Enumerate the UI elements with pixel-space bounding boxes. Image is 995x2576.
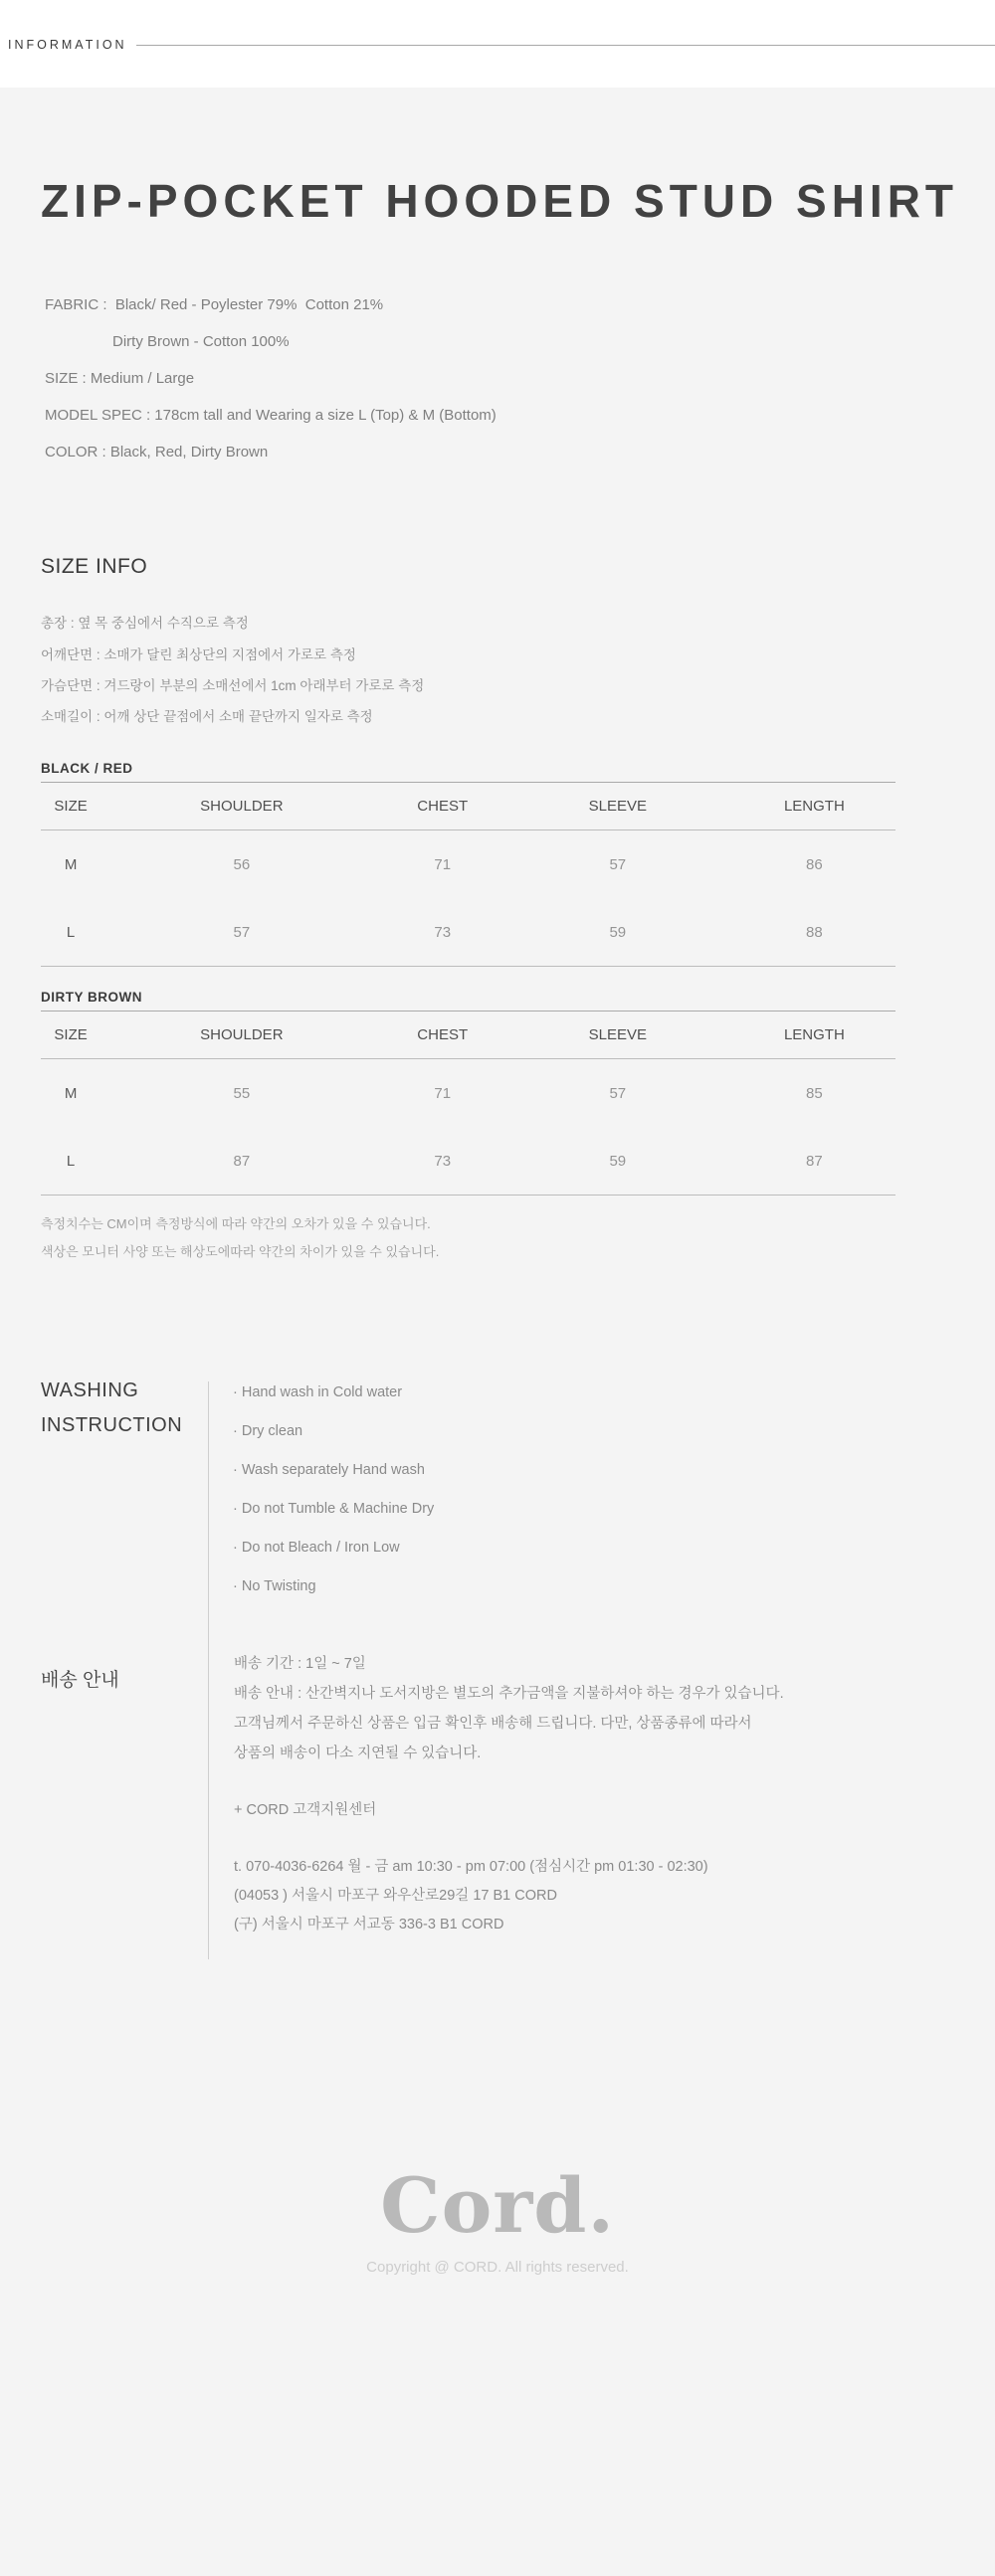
table-cell: 56	[233, 855, 251, 873]
size-table-black-red	[41, 760, 896, 967]
spec-size: SIZE : Medium / Large	[45, 370, 195, 387]
vertical-divider	[208, 1381, 209, 1959]
washing-instruction-heading	[41, 1374, 182, 1443]
color-note: 색상은 모니터 사양 또는 해상도에따라 약간의 차이가 있을 수 있습니다.	[41, 1244, 440, 1259]
table-cell: 71	[434, 855, 452, 873]
measure-guide-chest: 가슴단면 : 겨드랑이 부분의 소매선에서 1cm 아래부터 가로로 측정	[41, 678, 425, 693]
size-table-header-row	[41, 1012, 896, 1059]
table-cell: 87	[806, 1152, 823, 1170]
table-cell: 57	[609, 1084, 627, 1102]
column-header-chest: CHEST	[417, 1026, 469, 1043]
support-center-title: + CORD 고객지원센터	[234, 1802, 377, 1818]
table-cell: 85	[806, 1084, 823, 1102]
table-cell: 88	[806, 923, 823, 941]
table-cell: 71	[434, 1084, 452, 1102]
column-header-sleeve: SLEEVE	[588, 798, 647, 815]
measure-guide-length: 총장 : 옆 목 중심에서 수직으로 측정	[41, 616, 249, 631]
washing-item: · Dry clean	[233, 1423, 303, 1439]
spec-color: COLOR : Black, Red, Dirty Brown	[45, 444, 269, 460]
table-cell: 59	[609, 923, 627, 941]
column-header-shoulder: SHOULDER	[200, 1026, 284, 1043]
table-row-m	[41, 1059, 896, 1127]
size-table-label: DIRTY BROWN	[41, 989, 896, 1012]
shipping-line: 배송 기간 : 1일 ~ 7일	[234, 1656, 366, 1672]
information-section-label: INFORMATION	[8, 38, 127, 52]
washing-heading-line1: WASHING	[41, 1380, 139, 1401]
column-header-shoulder: SHOULDER	[200, 798, 284, 815]
column-header-length: LENGTH	[783, 1026, 845, 1043]
shipping-line: 배송 안내 : 산간벽지나 도서지방은 별도의 추가금액을 지불하셔야 하는 경우가 있습니다.	[234, 1686, 784, 1702]
size-info-heading: SIZE INFO	[41, 555, 148, 578]
washing-item: · No Twisting	[233, 1578, 316, 1594]
table-cell: 73	[434, 1152, 452, 1170]
table-cell: 86	[806, 855, 823, 873]
contact-address-old: (구) 서울시 마포구 서교동 336-3 B1 CORD	[234, 1917, 504, 1932]
washing-item: · Wash separately Hand wash	[233, 1462, 425, 1478]
size-table-header-row	[41, 783, 896, 830]
table-cell: L	[66, 923, 76, 941]
table-row-l	[41, 1127, 896, 1196]
table-cell: 87	[233, 1152, 251, 1170]
brand-logo: Cord.	[380, 2161, 615, 2250]
table-cell: M	[64, 1084, 78, 1102]
washing-items	[233, 1374, 434, 1606]
table-row-l	[41, 898, 896, 967]
washing-heading-line2: INSTRUCTION	[41, 1414, 183, 1436]
washing-item: · Do not Tumble & Machine Dry	[233, 1501, 435, 1517]
shipping-line: 상품의 배송이 다소 지연될 수 있습니다.	[234, 1746, 482, 1761]
table-cell: M	[64, 855, 78, 873]
washing-item: · Hand wash in Cold water	[233, 1384, 403, 1400]
table-cell: L	[66, 1152, 76, 1170]
copyright-text: Copyright @ CORD. All rights reserved.	[366, 2259, 629, 2276]
spec-fabric: FABRIC : Black/ Red - Poylester 79% Cotton 21%	[45, 296, 384, 313]
shipping-heading: 배송 안내	[41, 1670, 119, 1691]
column-header-length: LENGTH	[783, 798, 845, 815]
contact-address-new: (04053 ) 서울시 마포구 와우산로29길 17 B1 CORD	[234, 1888, 557, 1904]
size-table-dirty-brown	[41, 989, 896, 1196]
shipping-lines	[234, 1649, 784, 1768]
size-table-label: BLACK / RED	[41, 760, 896, 783]
table-cell: 57	[609, 855, 627, 873]
table-row-m	[41, 830, 896, 898]
table-cell: 55	[233, 1084, 251, 1102]
spec-fabric-2: Dirty Brown - Cotton 100%	[112, 333, 290, 350]
column-header-sleeve: SLEEVE	[588, 1026, 647, 1043]
column-header-size: SIZE	[54, 798, 88, 815]
information-divider-line	[136, 45, 995, 46]
contact-phone-hours: t. 070-4036-6264 월 - 금 am 10:30 - pm 07:00 (점심시간 pm 01:30 - 02:30)	[234, 1859, 708, 1875]
column-header-size: SIZE	[54, 1026, 88, 1043]
shipping-line: 고객님께서 주문하신 상품은 입금 확인후 배송해 드립니다. 다만, 상품종류에 따라서	[234, 1716, 752, 1732]
measure-guide-sleeve: 소매길이 : 어깨 상단 끝점에서 소매 끝단까지 일자로 측정	[41, 709, 373, 724]
table-cell: 73	[434, 923, 452, 941]
washing-item: · Do not Bleach / Iron Low	[233, 1540, 400, 1556]
spec-model: MODEL SPEC : 178cm tall and Wearing a size L (Top) & M (Bottom)	[45, 407, 497, 424]
product-title: ZIP-POCKET HOODED STUD SHIRT	[41, 175, 959, 227]
table-cell: 59	[609, 1152, 627, 1170]
column-header-chest: CHEST	[417, 798, 469, 815]
contact-lines	[234, 1853, 708, 1939]
measure-guide-shoulder: 어깨단면 : 소매가 달린 최상단의 지점에서 가로로 측정	[41, 647, 356, 662]
table-cell: 57	[233, 923, 251, 941]
measurement-note: 측정치수는 CM이며 측정방식에 따라 약간의 오차가 있을 수 있습니다.	[41, 1216, 431, 1231]
